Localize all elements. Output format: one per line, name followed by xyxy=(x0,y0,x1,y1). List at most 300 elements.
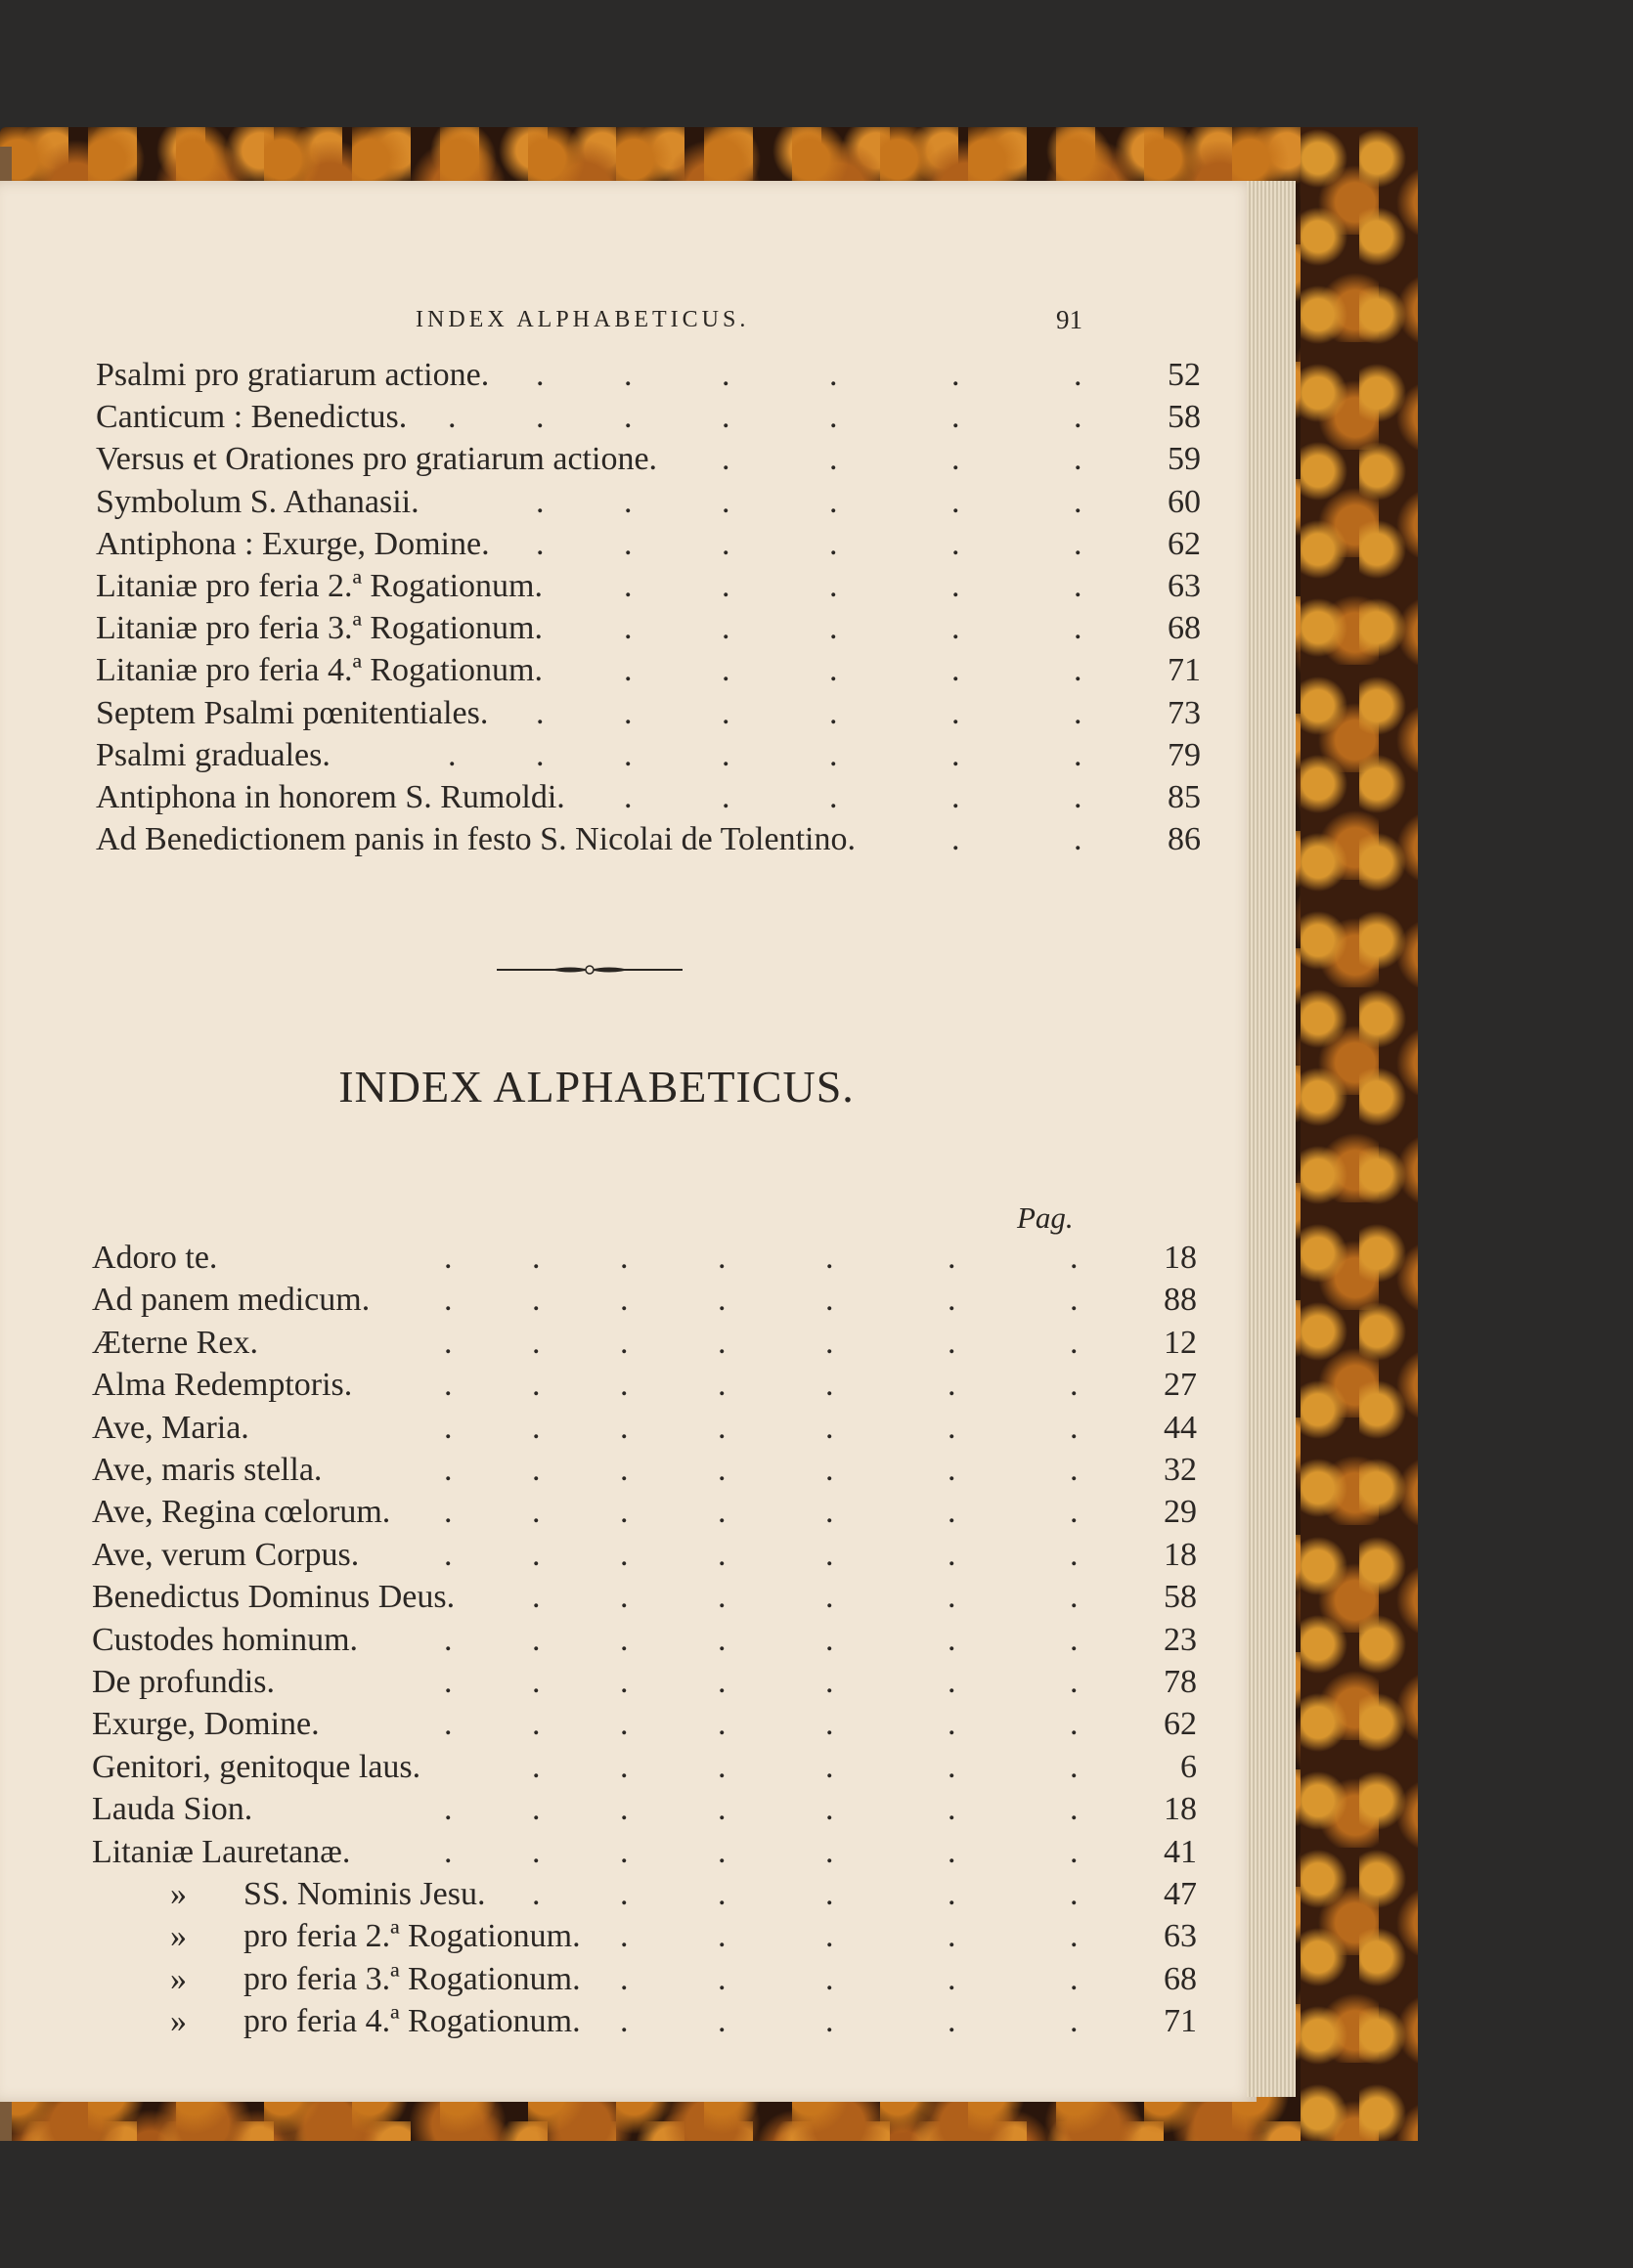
leader-dot: . xyxy=(718,1240,727,1276)
leader-dot: . xyxy=(718,1748,727,1785)
leader-dot: . xyxy=(532,1579,541,1616)
leader-dot: . xyxy=(532,1409,541,1446)
leader-dot: . xyxy=(1074,568,1082,604)
leader-dot: . xyxy=(1070,2003,1079,2040)
entry-title: SS. Nominis Jesu. xyxy=(243,1876,486,1912)
leader-dots xyxy=(92,1325,1128,1368)
leader-dot: . xyxy=(722,525,730,562)
leader-dot: . xyxy=(444,1664,453,1700)
leader-dot: . xyxy=(620,1706,629,1743)
leader-dot: . xyxy=(825,1918,834,1955)
book-cover-edge xyxy=(1301,127,1418,2141)
leader-dot: . xyxy=(1070,1621,1079,1658)
index-row xyxy=(92,1537,1197,1580)
entry-title: pro feria 2.ª Rogationum. xyxy=(243,1918,581,1955)
leader-dot: . xyxy=(1074,610,1082,647)
entry-page-number: 62 xyxy=(1164,1706,1197,1743)
entry-title: Æterne Rex. xyxy=(92,1324,258,1361)
leader-dot: . xyxy=(825,1706,834,1743)
leader-dot: . xyxy=(620,1748,629,1785)
index-row xyxy=(92,1791,1197,1834)
leader-dots xyxy=(96,610,1132,653)
leader-dots xyxy=(92,1876,1128,1919)
leader-dot: . xyxy=(718,1833,727,1870)
entry-title: Custodes hominum. xyxy=(92,1621,359,1658)
index-row xyxy=(96,357,1201,400)
leader-dot: . xyxy=(1070,1240,1079,1276)
page-edges xyxy=(1247,181,1296,2097)
leader-dots xyxy=(96,779,1132,822)
leader-dot: . xyxy=(1070,1706,1079,1743)
leader-dot: . xyxy=(620,1579,629,1616)
leader-dot: . xyxy=(1070,1918,1079,1955)
leader-dots xyxy=(96,526,1132,569)
leader-dots xyxy=(92,1240,1128,1283)
entry-page-number: 79 xyxy=(1168,736,1201,773)
leader-dot: . xyxy=(444,1240,453,1276)
leader-dot: . xyxy=(624,736,633,773)
leader-dots xyxy=(92,1410,1128,1453)
leader-dot: . xyxy=(1074,483,1082,520)
leader-dots xyxy=(92,1706,1128,1749)
entry-page-number: 47 xyxy=(1164,1876,1197,1912)
index-row xyxy=(92,1367,1197,1410)
index-row xyxy=(92,1325,1197,1368)
entry-page-number: 88 xyxy=(1164,1282,1197,1319)
leader-dots xyxy=(92,2003,1128,2046)
leader-dot: . xyxy=(951,357,960,393)
leader-dot: . xyxy=(825,1876,834,1912)
leader-dot: . xyxy=(948,1918,956,1955)
leader-dot: . xyxy=(948,1452,956,1488)
leader-dot: . xyxy=(1070,1748,1079,1785)
leader-dot: . xyxy=(444,1409,453,1446)
leader-dot: . xyxy=(948,1579,956,1616)
entry-page-number: 68 xyxy=(1168,610,1201,647)
leader-dots xyxy=(92,1367,1128,1410)
leader-dot: . xyxy=(1070,1833,1079,1870)
leader-dot: . xyxy=(532,1367,541,1404)
entry-page-number: 59 xyxy=(1168,441,1201,478)
leader-dot: . xyxy=(620,1960,629,1997)
leader-dot: . xyxy=(951,399,960,436)
index-row xyxy=(92,1961,1197,2004)
leader-dot: . xyxy=(722,736,730,773)
leader-dots xyxy=(92,1282,1128,1325)
leader-dot: . xyxy=(829,483,838,520)
leader-dot: . xyxy=(448,736,457,773)
leader-dot: . xyxy=(951,525,960,562)
entry-title: Litaniæ pro feria 4.ª Rogationum. xyxy=(96,652,543,689)
entry-page-number: 58 xyxy=(1168,399,1201,436)
leader-dot: . xyxy=(1074,779,1082,815)
leader-dots xyxy=(92,1961,1128,2004)
running-title: INDEX ALPHABETICUS. xyxy=(416,307,750,332)
entry-page-number: 85 xyxy=(1168,779,1201,815)
leader-dot: . xyxy=(825,1324,834,1361)
leader-dots xyxy=(92,1918,1128,1961)
leader-dots xyxy=(96,399,1132,442)
leader-dots xyxy=(92,1579,1128,1622)
leader-dot: . xyxy=(948,1536,956,1573)
leader-dot: . xyxy=(829,694,838,731)
leader-dot: . xyxy=(825,1282,834,1319)
entry-page-number: 63 xyxy=(1164,1918,1197,1955)
entry-title: Ave, maris stella. xyxy=(92,1452,323,1488)
leader-dot: . xyxy=(948,1748,956,1785)
leader-dot: . xyxy=(1070,1876,1079,1912)
leader-dot: . xyxy=(620,1536,629,1573)
index-row xyxy=(92,2003,1197,2046)
leader-dot: . xyxy=(722,483,730,520)
leader-dot: . xyxy=(620,1494,629,1531)
leader-dot: . xyxy=(536,483,545,520)
leader-dot: . xyxy=(1070,1579,1079,1616)
leader-dot: . xyxy=(829,736,838,773)
leader-dot: . xyxy=(624,357,633,393)
leader-dot: . xyxy=(718,1494,727,1531)
entry-page-number: 23 xyxy=(1164,1621,1197,1658)
pag-column-label: Pag. xyxy=(1017,1200,1074,1235)
leader-dot: . xyxy=(1070,1324,1079,1361)
leader-dot: . xyxy=(624,779,633,815)
entry-page-number: 18 xyxy=(1164,1536,1197,1573)
leader-dot: . xyxy=(829,441,838,478)
leader-dot: . xyxy=(1070,1536,1079,1573)
leader-dot: . xyxy=(718,1706,727,1743)
index-row xyxy=(92,1834,1197,1877)
leader-dot: . xyxy=(718,1324,727,1361)
leader-dot: . xyxy=(718,1579,727,1616)
leader-dots xyxy=(96,652,1132,695)
leader-dot: . xyxy=(722,357,730,393)
leader-dot: . xyxy=(444,1791,453,1828)
entry-page-number: 71 xyxy=(1164,2003,1197,2040)
leader-dot: . xyxy=(532,1621,541,1658)
leader-dot: . xyxy=(948,1833,956,1870)
leader-dot: . xyxy=(444,1452,453,1488)
leader-dot: . xyxy=(825,1579,834,1616)
leader-dot: . xyxy=(620,1282,629,1319)
leader-dot: . xyxy=(951,736,960,773)
leader-dot: . xyxy=(624,483,633,520)
leader-dot: . xyxy=(444,1494,453,1531)
ditto-mark: » xyxy=(170,1960,187,1997)
leader-dot: . xyxy=(825,1494,834,1531)
entry-title: Ave, Maria. xyxy=(92,1409,249,1446)
index-row xyxy=(92,1876,1197,1919)
entry-title: Ave, Regina cœlorum. xyxy=(92,1494,391,1531)
entry-page-number: 58 xyxy=(1164,1579,1197,1616)
leader-dot: . xyxy=(948,1240,956,1276)
entry-title: Lauda Sion. xyxy=(92,1791,253,1828)
index-row xyxy=(96,526,1201,569)
index-row xyxy=(92,1918,1197,1961)
leader-dot: . xyxy=(948,1876,956,1912)
leader-dot: . xyxy=(1070,1791,1079,1828)
leader-dot: . xyxy=(718,1282,727,1319)
entry-title: pro feria 4.ª Rogationum. xyxy=(243,2003,581,2040)
leader-dot: . xyxy=(1074,694,1082,731)
leader-dot: . xyxy=(620,1664,629,1700)
leader-dot: . xyxy=(624,399,633,436)
leader-dot: . xyxy=(1074,525,1082,562)
entry-title: De profundis. xyxy=(92,1664,275,1700)
leader-dot: . xyxy=(829,525,838,562)
leader-dot: . xyxy=(1074,736,1082,773)
leader-dot: . xyxy=(825,1409,834,1446)
leader-dot: . xyxy=(829,399,838,436)
ditto-mark: » xyxy=(170,2003,187,2040)
leader-dot: . xyxy=(951,821,960,858)
leader-dot: . xyxy=(1070,1960,1079,1997)
entry-title: Adoro te. xyxy=(92,1240,218,1276)
leader-dot: . xyxy=(1074,652,1082,689)
leader-dot: . xyxy=(624,568,633,604)
leader-dot: . xyxy=(722,568,730,604)
leader-dots xyxy=(96,441,1132,484)
entry-title: Exurge, Domine. xyxy=(92,1706,320,1743)
leader-dot: . xyxy=(620,1240,629,1276)
leader-dot: . xyxy=(718,1409,727,1446)
leader-dot: . xyxy=(624,610,633,647)
leader-dot: . xyxy=(532,1833,541,1870)
entry-title: Ave, verum Corpus. xyxy=(92,1536,360,1573)
index-row xyxy=(92,1664,1197,1707)
leader-dot: . xyxy=(948,1706,956,1743)
leader-dot: . xyxy=(620,1324,629,1361)
leader-dot: . xyxy=(532,1876,541,1912)
leader-dot: . xyxy=(1074,399,1082,436)
leader-dot: . xyxy=(624,652,633,689)
leader-dots xyxy=(92,1452,1128,1495)
index-row xyxy=(96,399,1201,442)
index-row xyxy=(96,568,1201,611)
leader-dot: . xyxy=(718,1664,727,1700)
leader-dot: . xyxy=(620,1918,629,1955)
entry-title: Litaniæ pro feria 3.ª Rogationum. xyxy=(96,610,543,647)
index-row xyxy=(92,1494,1197,1537)
leader-dots xyxy=(96,821,1132,864)
leader-dot: . xyxy=(722,399,730,436)
entry-page-number: 29 xyxy=(1164,1494,1197,1531)
leader-dot: . xyxy=(825,1833,834,1870)
leader-dot: . xyxy=(532,1452,541,1488)
entry-page-number: 78 xyxy=(1164,1664,1197,1700)
leader-dot: . xyxy=(620,2003,629,2040)
ditto-mark: » xyxy=(170,1876,187,1912)
leader-dot: . xyxy=(1074,441,1082,478)
index-row xyxy=(96,779,1201,822)
leader-dot: . xyxy=(444,1706,453,1743)
leader-dot: . xyxy=(951,568,960,604)
entry-page-number: 60 xyxy=(1168,483,1201,520)
entry-page-number: 68 xyxy=(1164,1960,1197,1997)
leader-dots xyxy=(92,1494,1128,1537)
leader-dot: . xyxy=(948,1621,956,1658)
entry-title: Septem Psalmi pœnitentiales. xyxy=(96,694,489,731)
leader-dot: . xyxy=(1070,1664,1079,1700)
leader-dot: . xyxy=(532,1664,541,1700)
entry-page-number: 32 xyxy=(1164,1452,1197,1488)
leader-dot: . xyxy=(718,1452,727,1488)
leader-dot: . xyxy=(948,1367,956,1404)
entry-title: Symbolum S. Athanasii. xyxy=(96,483,419,520)
entry-page-number: 73 xyxy=(1168,694,1201,731)
leader-dot: . xyxy=(444,1621,453,1658)
entry-page-number: 63 xyxy=(1168,568,1201,604)
index-row xyxy=(92,1579,1197,1622)
leader-dot: . xyxy=(444,1282,453,1319)
leader-dot: . xyxy=(536,694,545,731)
leader-dots xyxy=(92,1622,1128,1665)
leader-dot: . xyxy=(620,1621,629,1658)
leader-dot: . xyxy=(620,1452,629,1488)
leader-dot: . xyxy=(718,1960,727,1997)
leader-dot: . xyxy=(718,1536,727,1573)
leader-dot: . xyxy=(948,1282,956,1319)
entry-page-number: 27 xyxy=(1164,1367,1197,1404)
leader-dot: . xyxy=(620,1409,629,1446)
entry-title: Antiphona : Exurge, Domine. xyxy=(96,525,490,562)
leader-dot: . xyxy=(620,1876,629,1912)
leader-dot: . xyxy=(624,694,633,731)
leader-dots xyxy=(92,1834,1128,1877)
leader-dot: . xyxy=(532,1748,541,1785)
leader-dot: . xyxy=(532,1282,541,1319)
leader-dot: . xyxy=(948,2003,956,2040)
leader-dot: . xyxy=(718,1367,727,1404)
running-header xyxy=(0,305,1257,344)
leader-dot: . xyxy=(825,1367,834,1404)
leader-dot: . xyxy=(536,399,545,436)
entry-title: Versus et Orationes pro gratiarum actione. xyxy=(96,441,658,478)
leader-dot: . xyxy=(951,652,960,689)
entry-title: Ad Benedictionem panis in festo S. Nicolai de Tolentino. xyxy=(96,821,856,858)
leader-dot: . xyxy=(722,779,730,815)
leader-dot: . xyxy=(951,610,960,647)
leader-dot: . xyxy=(825,1536,834,1573)
entry-title: Alma Redemptoris. xyxy=(92,1367,353,1404)
entry-title: Antiphona in honorem S. Rumoldi. xyxy=(96,779,565,815)
divider-ornament-icon xyxy=(497,963,683,977)
leader-dot: . xyxy=(536,357,545,393)
leader-dot: . xyxy=(532,1706,541,1743)
leader-dot: . xyxy=(951,483,960,520)
leader-dot: . xyxy=(620,1367,629,1404)
leader-dot: . xyxy=(951,779,960,815)
entry-page-number: 44 xyxy=(1164,1409,1197,1446)
leader-dot: . xyxy=(1070,1452,1079,1488)
leader-dot: . xyxy=(948,1960,956,1997)
leader-dots xyxy=(92,1749,1128,1792)
index-row xyxy=(96,484,1201,527)
leader-dot: . xyxy=(829,357,838,393)
leader-dot: . xyxy=(948,1324,956,1361)
leader-dot: . xyxy=(825,2003,834,2040)
leader-dot: . xyxy=(1074,357,1082,393)
leader-dot: . xyxy=(444,1324,453,1361)
leader-dot: . xyxy=(722,694,730,731)
leader-dots xyxy=(96,695,1132,738)
leader-dot: . xyxy=(722,652,730,689)
leader-dot: . xyxy=(444,1367,453,1404)
leader-dot: . xyxy=(718,1621,727,1658)
entry-title: Psalmi pro gratiarum actione. xyxy=(96,357,490,393)
entry-page-number: 52 xyxy=(1168,357,1201,393)
leader-dot: . xyxy=(825,1240,834,1276)
leader-dot: . xyxy=(718,2003,727,2040)
entry-page-number: 62 xyxy=(1168,525,1201,562)
leader-dots xyxy=(92,1664,1128,1707)
entry-title: Litaniæ pro feria 2.ª Rogationum. xyxy=(96,568,543,604)
entry-page-number: 71 xyxy=(1168,652,1201,689)
entry-page-number: 12 xyxy=(1164,1324,1197,1361)
index-row xyxy=(96,441,1201,484)
entry-title: Psalmi graduales. xyxy=(96,736,331,773)
index-row xyxy=(92,1706,1197,1749)
index-row xyxy=(92,1452,1197,1495)
leader-dot: . xyxy=(536,736,545,773)
leader-dot: . xyxy=(1070,1494,1079,1531)
leader-dot: . xyxy=(718,1876,727,1912)
index-row xyxy=(96,695,1201,738)
leader-dots xyxy=(92,1791,1128,1834)
leader-dot: . xyxy=(829,610,838,647)
leader-dot: . xyxy=(532,1324,541,1361)
entry-page-number: 41 xyxy=(1164,1833,1197,1870)
leader-dots xyxy=(92,1537,1128,1580)
entry-title: pro feria 3.ª Rogationum. xyxy=(243,1960,581,1997)
leader-dot: . xyxy=(444,1536,453,1573)
entry-title: Benedictus Dominus Deus. xyxy=(92,1579,456,1616)
leader-dot: . xyxy=(825,1960,834,1997)
leader-dot: . xyxy=(620,1833,629,1870)
entry-title: Genitori, genitoque laus. xyxy=(92,1748,421,1785)
entry-page-number: 86 xyxy=(1168,821,1201,858)
leader-dot: . xyxy=(1070,1409,1079,1446)
leader-dot: . xyxy=(825,1748,834,1785)
index-row xyxy=(96,610,1201,653)
leader-dots xyxy=(96,484,1132,527)
entry-page-number: 18 xyxy=(1164,1240,1197,1276)
leader-dot: . xyxy=(951,694,960,731)
leader-dot: . xyxy=(825,1452,834,1488)
leader-dot: . xyxy=(444,1833,453,1870)
index-row xyxy=(92,1240,1197,1283)
leader-dot: . xyxy=(948,1494,956,1531)
entry-title: Litaniæ Lauretanæ. xyxy=(92,1833,351,1870)
index-row xyxy=(96,737,1201,780)
leader-dots xyxy=(96,737,1132,780)
leader-dot: . xyxy=(536,525,545,562)
leader-dot: . xyxy=(829,652,838,689)
leader-dot: . xyxy=(532,1791,541,1828)
leader-dot: . xyxy=(825,1791,834,1828)
leader-dot: . xyxy=(1070,1282,1079,1319)
leader-dot: . xyxy=(532,1536,541,1573)
leader-dot: . xyxy=(948,1664,956,1700)
leader-dot: . xyxy=(829,568,838,604)
leader-dot: . xyxy=(825,1621,834,1658)
entry-page-number: 6 xyxy=(1180,1748,1197,1785)
index-row xyxy=(92,1622,1197,1665)
leader-dot: . xyxy=(532,1240,541,1276)
leader-dot: . xyxy=(718,1791,727,1828)
leader-dot: . xyxy=(825,1664,834,1700)
leader-dot: . xyxy=(624,525,633,562)
entry-title: Ad panem medicum. xyxy=(92,1282,371,1319)
